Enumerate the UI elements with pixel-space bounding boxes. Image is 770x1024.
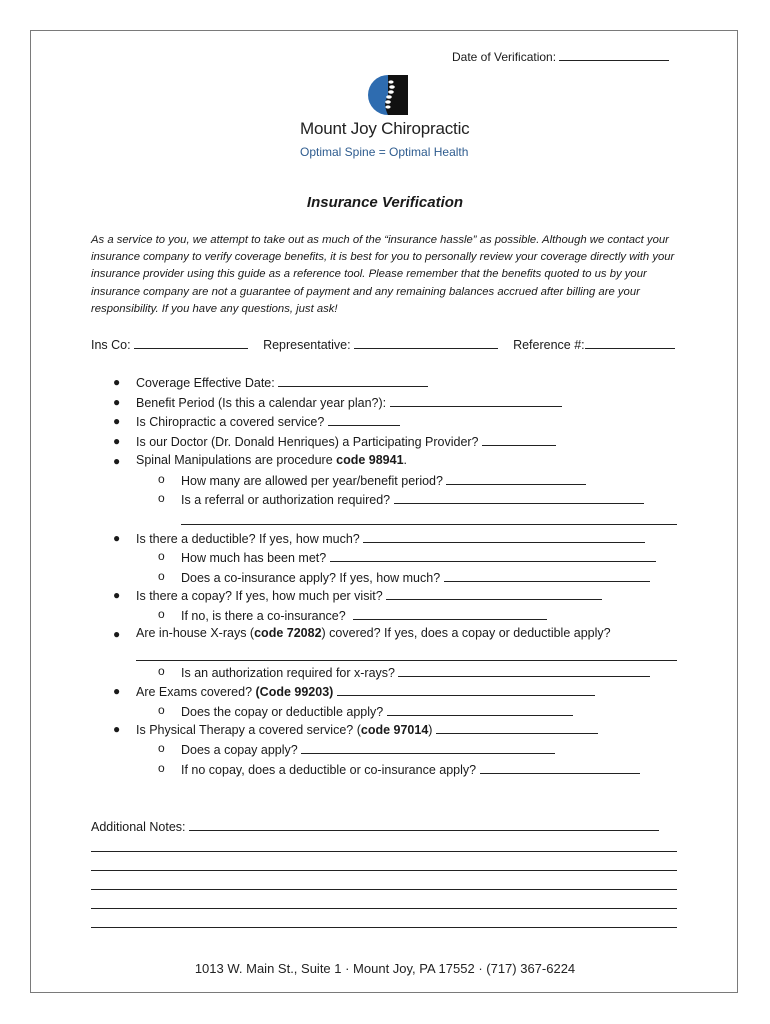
- coverage-date-field[interactable]: [278, 374, 428, 387]
- sub-bullet-icon: o: [158, 549, 165, 563]
- list-item: Does a copay apply?: [181, 741, 555, 757]
- benefit-period-field[interactable]: [390, 394, 562, 407]
- list-item: Is Chiropractic a covered service?: [136, 413, 400, 429]
- brand-name: Mount Joy Chiropractic: [300, 119, 470, 138]
- spine-logo-icon: [366, 72, 410, 118]
- list-item: Are in-house X-rays (code 72082) covered? If yes, does a copay or deductible apply?: [136, 626, 611, 640]
- chiro-covered-field[interactable]: [328, 413, 400, 426]
- representative-label: Representative:: [263, 338, 351, 352]
- participating-field[interactable]: [482, 433, 556, 446]
- date-of-verification-field[interactable]: [559, 48, 669, 61]
- list-item: Is there a deductible? If yes, how much?: [136, 530, 645, 546]
- xray-code: code 72082: [254, 626, 322, 640]
- deductible-met-field[interactable]: [330, 549, 656, 562]
- bullet-icon: ●: [113, 434, 121, 448]
- sub-bullet-icon: o: [158, 703, 165, 717]
- spinal-referral-continuation-line[interactable]: [181, 524, 677, 525]
- bullet-icon: ●: [113, 375, 121, 389]
- bullet-icon: ●: [113, 684, 121, 698]
- bullet-icon: ●: [113, 588, 121, 602]
- list-item: Is our Doctor (Dr. Donald Henriques) a Participating Provider?: [136, 433, 556, 449]
- sub-bullet-icon: o: [158, 761, 165, 775]
- form-title: Insurance Verification: [306, 194, 464, 211]
- notes-line[interactable]: [91, 851, 677, 852]
- spinal-allowed-field[interactable]: [446, 472, 586, 485]
- exams-field[interactable]: [337, 683, 595, 696]
- notes-line[interactable]: [91, 889, 677, 890]
- notes-field[interactable]: [189, 818, 659, 831]
- footer-address: 1013 W. Main St., Suite 1 · Mount Joy, PA 17552 · (717) 367-6224: [194, 961, 576, 976]
- date-of-verification: [452, 48, 669, 64]
- xray-answer-line[interactable]: [136, 660, 677, 661]
- list-item: Coverage Effective Date:: [136, 374, 428, 390]
- sub-bullet-icon: o: [158, 741, 165, 755]
- date-of-verification-label: Date of Verification:: [452, 50, 557, 64]
- copay-field[interactable]: [386, 587, 602, 600]
- list-item: If no, is there a co-insurance?: [181, 607, 547, 623]
- deductible-field[interactable]: [363, 530, 645, 543]
- copay-coinsurance-field[interactable]: [353, 607, 547, 620]
- representative-field[interactable]: [354, 336, 498, 349]
- list-item: How much has been met?: [181, 549, 656, 565]
- reference-field[interactable]: [585, 336, 675, 349]
- pt-code: code 97014: [360, 723, 429, 737]
- pt-field[interactable]: [436, 721, 598, 734]
- ins-co-field[interactable]: [134, 336, 248, 349]
- notes-label: Additional Notes:: [91, 820, 186, 834]
- sub-bullet-icon: o: [158, 491, 165, 505]
- spinal-referral-field[interactable]: [394, 491, 644, 504]
- exams-copay-field[interactable]: [387, 703, 573, 716]
- list-item: Is an authorization required for x-rays?: [181, 664, 650, 680]
- coinsurance-field[interactable]: [444, 569, 650, 582]
- page-border: [30, 30, 738, 993]
- sub-bullet-icon: o: [158, 664, 165, 678]
- sub-bullet-icon: o: [158, 607, 165, 621]
- list-item: Are Exams covered? (Code 99203): [136, 683, 595, 699]
- notes-line[interactable]: [91, 870, 677, 871]
- list-item: Is a referral or authorization required?: [181, 491, 644, 507]
- brand-tagline: Optimal Spine = Optimal Health: [300, 145, 469, 159]
- list-item: Does the copay or deductible apply?: [181, 703, 573, 719]
- intro-paragraph: As a service to you, we attempt to take out as much of the “insurance hassle” as possible. Although we contact your insurance company to verify coverage benefits, it is best for you to personally review your coverage directly with your insurance provider using this guide as a reference tool. Please remember that the benefits quoted to us by your insurance company are not a guarantee of payment and any remaining balances accrued after billing are your responsibility. If you have any questions, just ask!: [91, 234, 675, 315]
- spinal-code: code 98941: [336, 453, 404, 467]
- xray-auth-field[interactable]: [398, 664, 650, 677]
- bullet-icon: ●: [113, 395, 121, 409]
- list-item: Is there a copay? If yes, how much per visit?: [136, 587, 602, 603]
- insurance-row: [91, 336, 675, 352]
- notes-line[interactable]: [91, 927, 677, 928]
- list-item: Benefit Period (Is this a calendar year plan?):: [136, 394, 562, 410]
- list-item: Spinal Manipulations are procedure code 98941.: [136, 453, 408, 467]
- bullet-icon: ●: [113, 722, 121, 736]
- bullet-icon: ●: [113, 454, 121, 468]
- pt-no-copay-field[interactable]: [480, 761, 640, 774]
- list-item: How many are allowed per year/benefit period?: [181, 472, 586, 488]
- sub-bullet-icon: o: [158, 472, 165, 486]
- reference-label: Reference #:: [513, 338, 585, 352]
- bullet-icon: ●: [113, 414, 121, 428]
- bullet-icon: ●: [113, 531, 121, 545]
- list-item: Does a co-insurance apply? If yes, how much?: [181, 569, 650, 585]
- list-item: Is Physical Therapy a covered service? (code 97014): [136, 721, 598, 737]
- list-item: If no copay, does a deductible or co-insurance apply?: [181, 761, 640, 777]
- ins-co-label: Ins Co:: [91, 338, 131, 352]
- bullet-icon: ●: [113, 627, 121, 641]
- notes-line[interactable]: [91, 908, 677, 909]
- sub-bullet-icon: o: [158, 569, 165, 583]
- pt-copay-field[interactable]: [301, 741, 555, 754]
- exams-code: (Code 99203): [255, 685, 334, 699]
- additional-notes: [91, 818, 659, 834]
